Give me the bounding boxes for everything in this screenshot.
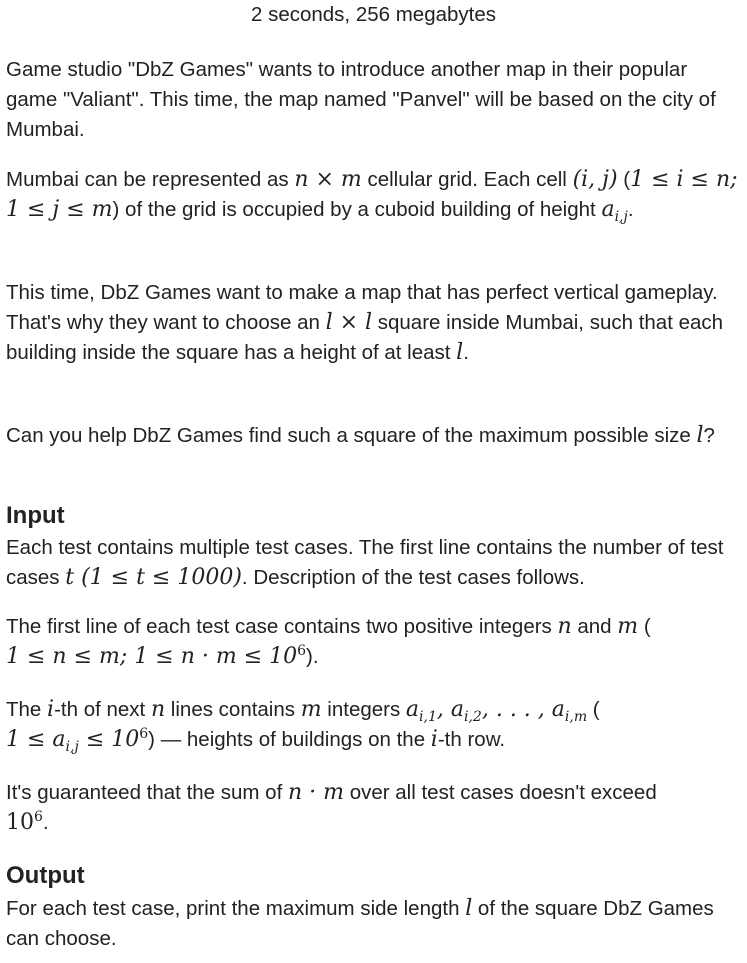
- text-run: .: [627, 198, 634, 221]
- text-run: of the square DbZ Games can choose.: [6, 897, 714, 950]
- text-run: ) — heights of buildings on the: [148, 728, 431, 751]
- text-run: square inside Mumbai, such that each building inside the square has a height of at least: [6, 311, 724, 364]
- text-run: ?: [703, 424, 715, 447]
- math-m: m: [617, 614, 639, 639]
- text-run: lines contains: [165, 698, 301, 721]
- text-run: cellular grid. Each cell: [361, 168, 573, 191]
- input-paragraph-guarantee: [6, 778, 741, 838]
- math-nm-bounds: 1 ≤ n ≤ m; 1 ≤ n · m ≤ 10: [6, 644, 298, 669]
- statement-paragraph-square: [6, 278, 741, 368]
- text-run: (: [587, 698, 600, 721]
- math-a: , a: [436, 697, 464, 722]
- math-i: i: [47, 697, 55, 722]
- math-a: a: [405, 697, 420, 722]
- math-l: l: [465, 896, 473, 921]
- math-a: , . . . , a: [481, 697, 565, 722]
- text-run: (: [617, 168, 631, 191]
- text-run: integers: [321, 698, 406, 721]
- text-run: -th of next: [54, 698, 151, 721]
- math-subscript: i,2: [464, 709, 482, 726]
- text-run: ).: [306, 645, 319, 668]
- output-paragraph: [6, 894, 741, 954]
- math-subscript: i,j: [614, 209, 628, 226]
- math-cell-bounds: 1 ≤ i ≤ n; 1 ≤ j ≤ m: [6, 167, 738, 222]
- time-memory-limits: 2 seconds, 256 megabytes: [250, 3, 497, 26]
- input-paragraph-rows: [6, 695, 741, 755]
- math-l: l: [456, 340, 464, 365]
- input-heading: Input: [6, 502, 65, 529]
- output-heading: Output: [6, 862, 85, 889]
- text-run: (: [638, 615, 651, 638]
- text-run: The first line of each test case contains two positive integers: [6, 615, 558, 638]
- text-run: -th row.: [437, 728, 506, 751]
- text-run: For each test case, print the maximum side length: [6, 897, 466, 920]
- math-a-bounds: ≤ 10: [78, 727, 140, 752]
- text-run: .: [463, 341, 469, 364]
- math-n: n: [557, 614, 572, 639]
- text-run: Can you help DbZ Games find such a square of the maximum possible size: [6, 424, 697, 447]
- text-run: Each test contains multiple test cases. The first line contains the number of test cases: [6, 536, 724, 589]
- statement-paragraph-question: [6, 421, 741, 451]
- math-t: t: [65, 565, 75, 590]
- input-paragraph-dimensions: [6, 612, 741, 672]
- text-run: Mumbai can be represented as: [6, 168, 295, 191]
- math-height: a: [601, 197, 615, 222]
- math-subscript: i,j: [65, 739, 79, 756]
- math-square: l × l: [325, 310, 373, 335]
- text-run: over all test cases doesn't exceed: [344, 781, 657, 804]
- math-m: m: [300, 697, 322, 722]
- math-l: l: [696, 423, 704, 448]
- text-run: .: [42, 811, 49, 834]
- statement-paragraph-intro: Game studio "DbZ Games" wants to introduce another map in their popular game "Valiant". This time, the map named "Panvel" will be based on the city of Mumbai.: [6, 58, 716, 141]
- input-paragraph-testcases: [6, 533, 741, 593]
- text-run: and: [571, 615, 618, 638]
- statement-paragraph-grid: [6, 165, 741, 225]
- math-a-bounds: 1 ≤ a: [6, 727, 66, 752]
- math-subscript: i,m: [564, 709, 588, 726]
- math-n: n: [150, 697, 166, 722]
- math-t-bounds: (1 ≤ t ≤ 1000): [74, 565, 242, 590]
- math-cell: (i, j): [572, 167, 618, 192]
- text-run: The: [6, 698, 48, 721]
- math-grid-size: n × m: [294, 167, 362, 192]
- text-run: This time, DbZ Games want to make a map that has perfect vertical gameplay. That's why they want to choose an: [6, 281, 718, 334]
- text-run: It's guaranteed that the sum of: [6, 781, 288, 804]
- math-i: i: [430, 727, 438, 752]
- math-limit: 10: [6, 810, 34, 835]
- math-superscript: 6: [139, 726, 149, 743]
- math-nm: n · m: [287, 780, 344, 805]
- text-run: . Description of the test cases follows.: [241, 566, 585, 589]
- math-subscript: i,1: [419, 709, 437, 726]
- math-superscript: 6: [297, 643, 307, 660]
- math-superscript: 6: [34, 809, 43, 826]
- text-run: ) of the grid is occupied by a cuboid building of height: [112, 198, 602, 221]
